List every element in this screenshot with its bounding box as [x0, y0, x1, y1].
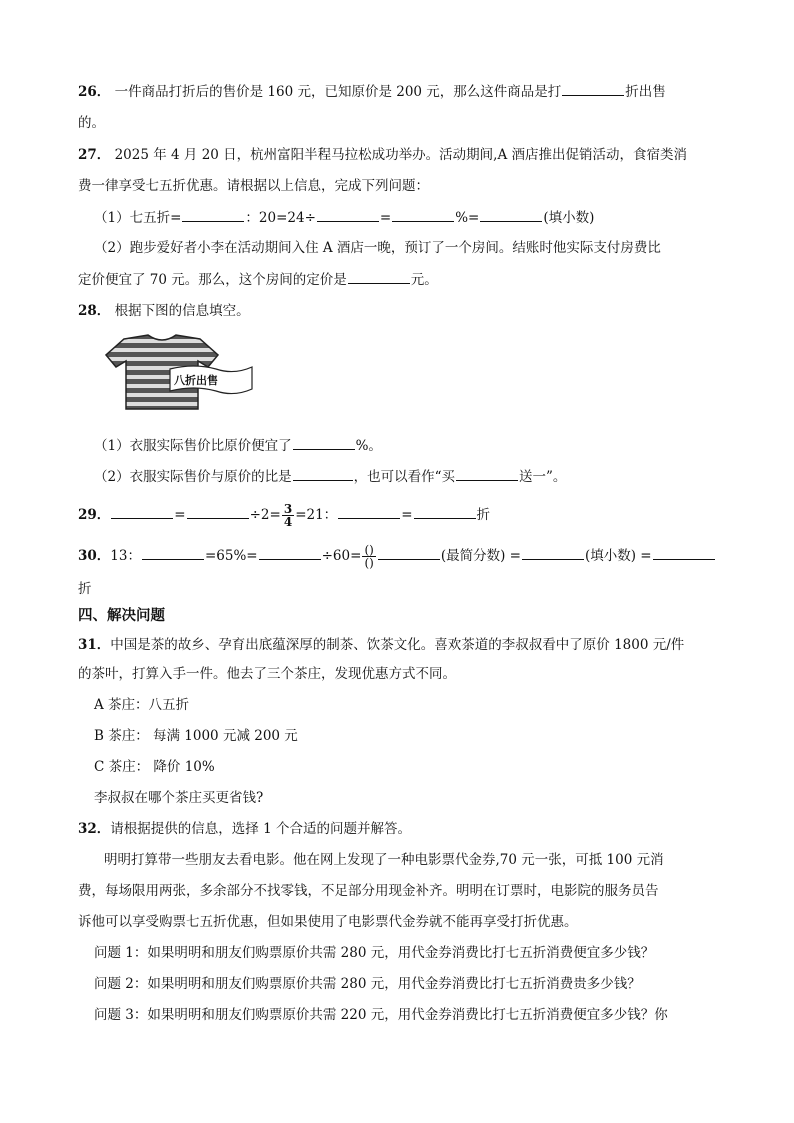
q30-line2 — [78, 580, 92, 598]
q28-blank-3[interactable] — [456, 467, 518, 481]
q30-blank-4[interactable] — [522, 546, 584, 560]
q27-text-line2: 费一律享受七五折优惠。请根据以上信息，完成下列问题： — [78, 178, 429, 194]
q29-frac-denominator: 4 — [283, 515, 293, 529]
q26-text-c: 的。 — [78, 115, 105, 131]
q27-sub1-note: (填小数) — [543, 210, 595, 226]
q27-sub2-line2 — [78, 270, 438, 289]
q27-sub1-ratio: ：20=24÷ — [245, 210, 316, 226]
q31-option-b — [94, 727, 298, 745]
q30-blank-1[interactable] — [142, 546, 204, 560]
q27-sub1 — [94, 208, 594, 227]
q32-paragraph-1: 明明打算带一些朋友去看电影。他在网上发现了一种电影票代金券,70 元一张，可抵 100 元消 — [104, 852, 664, 868]
q32-number: 32． — [78, 821, 111, 837]
q27-sub2-unit: 元。 — [410, 272, 438, 288]
q29-blank-4[interactable] — [414, 505, 476, 519]
q30-tail: 折 — [78, 581, 92, 597]
q28-text: 根据下图的信息填空。 — [114, 303, 250, 319]
q30-fraction — [362, 544, 375, 569]
q27-blank-1[interactable] — [182, 208, 244, 222]
q29-number: 29． — [78, 507, 111, 523]
sale-sign-text: 八折出售 — [174, 374, 218, 387]
q31-line1 — [78, 636, 684, 654]
q27-blank-3[interactable] — [392, 208, 454, 222]
q26-line2 — [78, 114, 105, 132]
q29-blank-1[interactable] — [111, 505, 173, 519]
q31-option-c-text: C 茶庄： 降价 10% — [94, 759, 215, 775]
q31-question-text: 李叔叔在哪个茶庄买更省钱? — [94, 790, 264, 806]
q32-para-line2 — [78, 882, 659, 900]
q32-problem-1 — [94, 944, 654, 962]
q29-frac-numerator: 3 — [283, 502, 293, 516]
q32-para-line3 — [78, 913, 578, 931]
q26-line1 — [78, 82, 666, 101]
q30-e: (填小数) = — [584, 548, 652, 564]
q28-sub1 — [94, 436, 382, 455]
q30-frac-numerator: () — [364, 543, 374, 557]
q31-option-b-text: B 茶庄： 每满 1000 元减 200 元 — [94, 728, 298, 744]
q28-sub2 — [94, 467, 566, 486]
q32-problem-1-text: 问题 1：如果明明和朋友们购票原价共需 280 元，用代金券消费比打七五折消费便宜多少钱？ — [94, 945, 655, 961]
q27-sub1-percent: %= — [455, 210, 480, 226]
q29-blank-2[interactable] — [187, 505, 249, 519]
q27-blank-5[interactable] — [348, 270, 410, 284]
q31-number: 31． — [78, 637, 111, 653]
q32-paragraph-3: 诉他可以享受购票七五折优惠，但如果使用了电影票代金券就不能再享受打折优惠。 — [78, 914, 578, 930]
q29-eq: = — [174, 507, 186, 523]
q32-problem-2-text: 问题 2：如果明明和朋友们购票原价共需 280 元，用代金券消费比打七五折消费贵多少钱？ — [94, 976, 641, 992]
q27-line2 — [78, 177, 429, 195]
q30-number: 30． — [78, 548, 111, 564]
q27-sub2-text1: （2）跑步爱好者小李在活动期间入住 A 酒店一晚，预订了一个房间。结账时他实际支付房费比 — [94, 240, 661, 256]
q30-frac-denominator: () — [364, 556, 374, 570]
q29-line — [78, 503, 490, 528]
q31-option-a-text: A 茶庄：八五折 — [94, 697, 190, 713]
q26-text-a: 一件商品打折后的售价是 160 元，已知原价是 200 元，那么这件商品是打 — [114, 84, 562, 100]
q30-blank-2[interactable] — [259, 546, 321, 560]
q27-number: 27． — [78, 147, 111, 163]
q31-option-a — [94, 696, 189, 714]
q26-text-b: 折出售 — [625, 84, 666, 100]
q31-question — [94, 789, 263, 807]
q30-a: 13： — [110, 548, 141, 564]
q32-line1 — [78, 820, 411, 838]
q27-line1 — [78, 146, 687, 164]
q28-sub2-text-a: （2）衣服实际售价与原价的比是 — [94, 469, 292, 485]
q31-text-line1: 中国是茶的故乡、孕育出底蕴深厚的制茶、饮茶文化。喜欢茶道的李叔叔看中了原价 1800 元/件 — [110, 637, 685, 653]
q32-problem-3-text: 问题 3：如果明明和朋友们购票原价共需 220 元，用代金券消费比打七五折消费便宜多少钱？你 — [94, 1007, 668, 1023]
section-heading — [78, 607, 165, 625]
q27-blank-4[interactable] — [480, 208, 542, 222]
q31-text-line2: 的茶叶，打算入手一件。他去了三个茶庄，发现优惠方式不同。 — [78, 666, 456, 682]
q28-blank-1[interactable] — [293, 436, 355, 450]
q27-blank-2[interactable] — [317, 208, 379, 222]
q29-ratio: =21： — [295, 507, 338, 523]
q27-sub1-eq: = — [379, 210, 392, 226]
q30-blank-5[interactable] — [653, 546, 715, 560]
q31-option-c — [94, 758, 215, 776]
q28-sub2-text-c: 送一”。 — [519, 469, 567, 485]
q32-para-line1 — [104, 851, 664, 869]
q28-sub1-unit: %。 — [355, 438, 382, 454]
q31-line2 — [78, 665, 456, 683]
q29-div: ÷2= — [249, 507, 281, 523]
q26-number: 26． — [78, 84, 111, 100]
q28-sub2-text-b: ，也可以看作“买 — [353, 469, 455, 485]
q27-text-line1: 2025 年 4 月 20 日，杭州富阳半程马拉松成功举办。活动期间,A 酒店推出促销活动，食宿类消 — [114, 147, 688, 163]
q28-sub1-text: （1）衣服实际售价比原价便宜了 — [94, 438, 292, 454]
q30-b: =65%= — [204, 548, 258, 564]
q30-blank-3[interactable] — [378, 546, 440, 560]
q32-intro: 请根据提供的信息，选择 1 个合适的问题并解答。 — [110, 821, 411, 837]
q30-line1 — [78, 544, 716, 569]
q27-sub2-line1 — [94, 239, 661, 257]
q27-sub1-label: （1）七五折= — [94, 210, 182, 226]
q27-sub2-text2: 定价便宜了 70 元。那么，这个房间的定价是 — [78, 272, 347, 288]
q28-line1 — [78, 302, 250, 320]
q26-answer-blank[interactable] — [562, 82, 624, 96]
q28-blank-2[interactable] — [293, 467, 353, 481]
q30-c: ÷60= — [321, 548, 362, 564]
q32-paragraph-2: 费，每场限用两张，多余部分不找零钱，不足部分用现金补齐。明明在订票时，电影院的服务员告 — [78, 883, 659, 899]
q28-number: 28． — [78, 303, 111, 319]
q32-problem-2 — [94, 975, 641, 993]
q29-tail: 折 — [476, 507, 490, 523]
q29-fraction — [282, 503, 294, 528]
q29-blank-3[interactable] — [338, 505, 400, 519]
q29-eq2: = — [401, 507, 413, 523]
q32-problem-3 — [94, 1006, 668, 1024]
q30-d: (最简分数) = — [440, 548, 521, 564]
section-title: 四、解决问题 — [78, 608, 165, 624]
tshirt-sale-image — [104, 333, 254, 413]
